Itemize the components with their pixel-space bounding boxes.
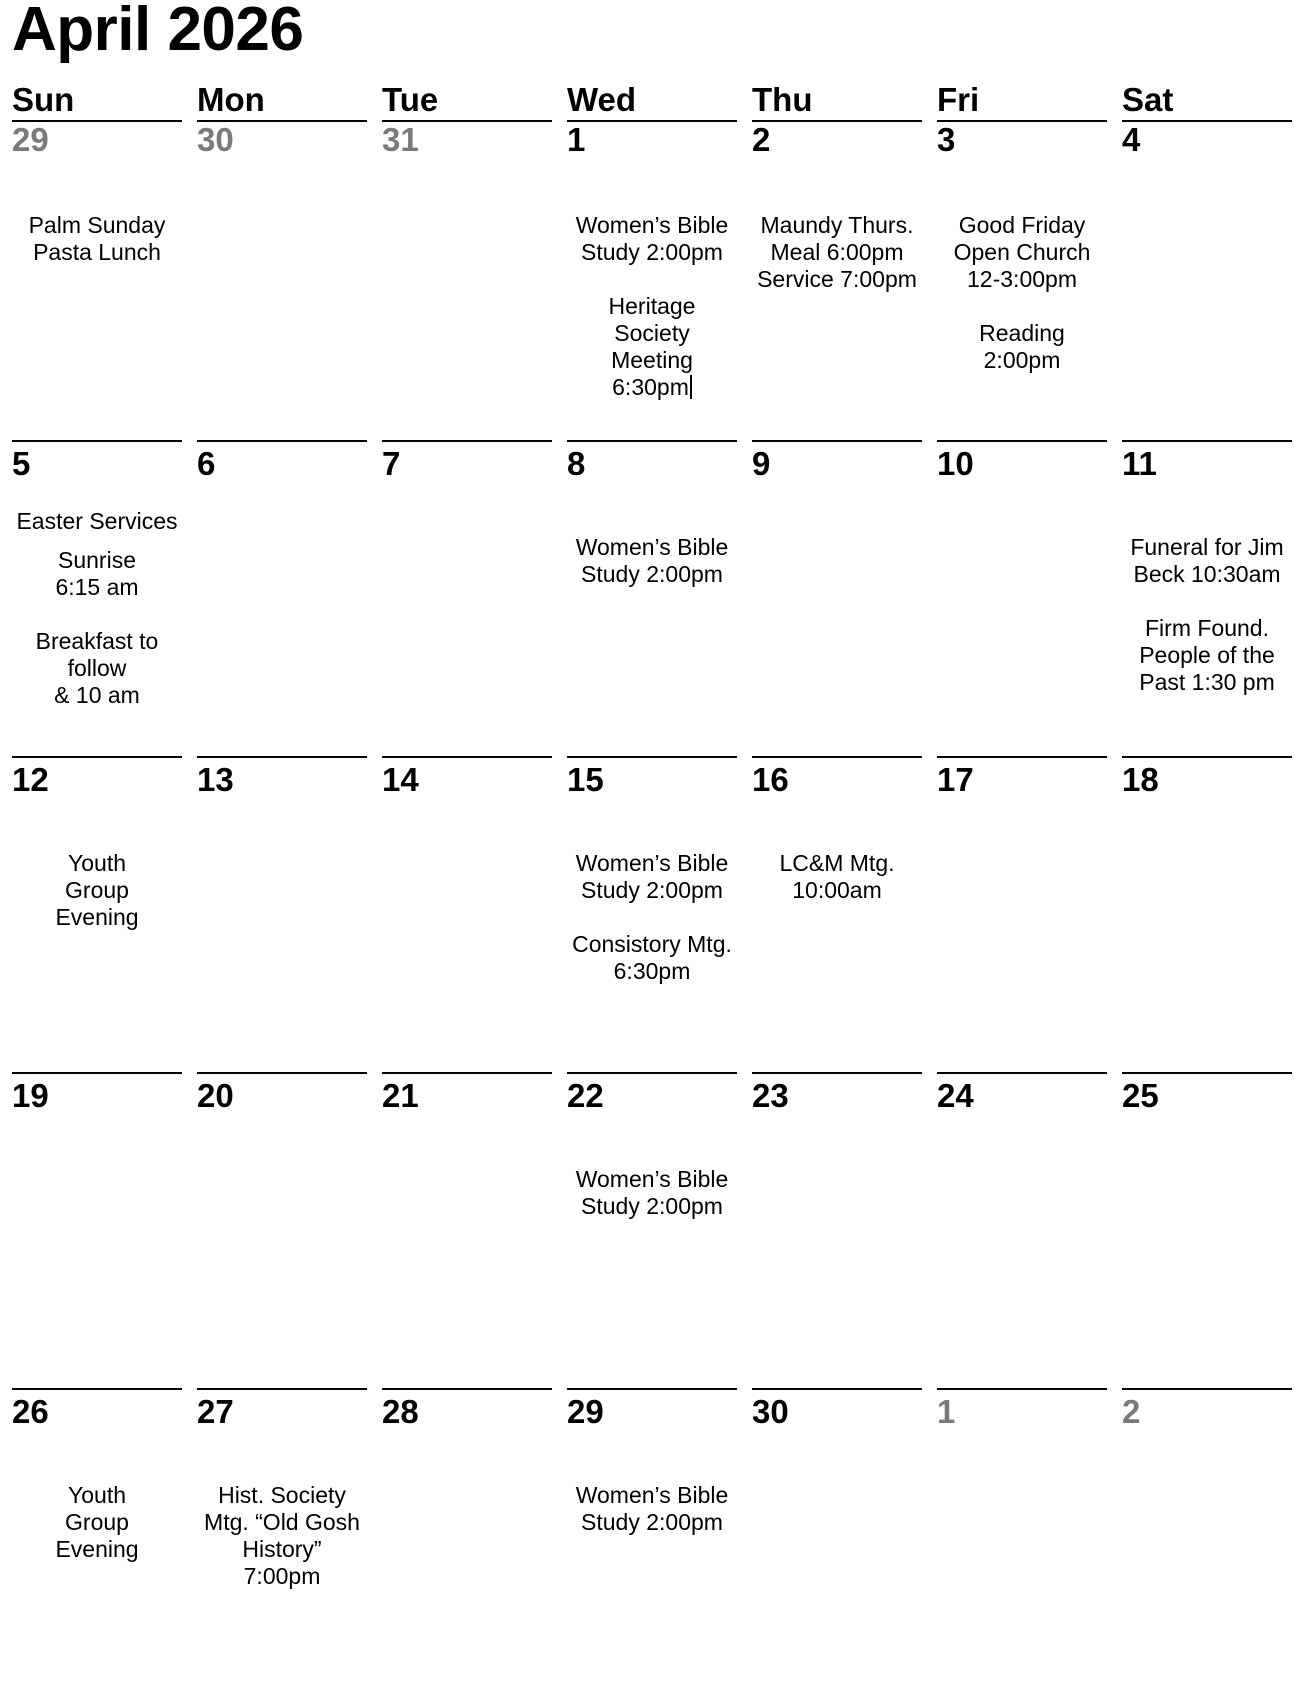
day-cell[interactable] xyxy=(752,122,922,440)
event-text: Women’s Bible Study 2:00pm xyxy=(575,534,729,587)
event-text: Sunrise 6:15 am xyxy=(55,547,139,600)
day-number: 5 xyxy=(12,445,31,482)
day-cell[interactable] xyxy=(752,756,922,1072)
weekday-thu: Thu xyxy=(752,80,922,122)
event-text: Women’s Bible Study 2:00pm xyxy=(575,1482,729,1535)
day-events xyxy=(12,508,182,709)
day-events xyxy=(567,212,737,401)
day-number: 27 xyxy=(197,1393,234,1430)
day-number: 30 xyxy=(752,1393,789,1430)
event-text: Consistory Mtg. 6:30pm xyxy=(572,931,732,984)
event-text: Youth Group Evening xyxy=(55,850,139,930)
day-events xyxy=(197,1482,367,1590)
day-cell[interactable] xyxy=(937,440,1107,756)
day-number: 16 xyxy=(752,761,789,798)
day-events xyxy=(567,1482,737,1536)
weekday-wed: Wed xyxy=(567,80,737,122)
weekday-sun: Sun xyxy=(12,80,182,122)
day-number: 31 xyxy=(382,121,419,158)
day-number: 22 xyxy=(567,1077,604,1114)
day-cell[interactable] xyxy=(937,1388,1107,1704)
day-number: 24 xyxy=(937,1077,974,1114)
day-cell[interactable] xyxy=(937,756,1107,1072)
day-number: 30 xyxy=(197,121,234,158)
day-cell[interactable] xyxy=(1122,440,1292,756)
day-cell[interactable] xyxy=(197,1388,367,1704)
day-cell[interactable] xyxy=(382,756,552,1072)
day-number: 12 xyxy=(12,761,49,798)
day-events xyxy=(12,1482,182,1563)
day-cell[interactable] xyxy=(197,440,367,756)
day-number: 2 xyxy=(752,121,771,158)
day-cell[interactable] xyxy=(567,756,737,1072)
event-text: Reading 2:00pm xyxy=(979,320,1065,373)
week-row xyxy=(12,756,1296,1072)
event-text: LC&M Mtg. 10:00am xyxy=(779,850,895,903)
day-number: 10 xyxy=(937,445,974,482)
event-text: Women’s Bible Study 2:00pm xyxy=(575,212,729,265)
day-events xyxy=(937,212,1107,374)
day-number: 26 xyxy=(12,1393,49,1430)
day-cell[interactable] xyxy=(567,1388,737,1704)
day-cell[interactable] xyxy=(197,122,367,440)
weekday-tue: Tue xyxy=(382,80,552,122)
day-cell[interactable] xyxy=(567,1072,737,1388)
day-events xyxy=(752,850,922,904)
day-number: 13 xyxy=(197,761,234,798)
weekday-sat: Sat xyxy=(1122,80,1292,122)
day-number: 18 xyxy=(1122,761,1159,798)
weekday-fri: Fri xyxy=(937,80,1107,122)
day-number: 1 xyxy=(937,1393,956,1430)
day-number: 20 xyxy=(197,1077,234,1114)
day-cell[interactable] xyxy=(752,1072,922,1388)
day-cell[interactable] xyxy=(382,1388,552,1704)
event-text: Hist. Society Mtg. “Old Gosh History” 7:00pm xyxy=(204,1482,360,1589)
day-number: 7 xyxy=(382,445,401,482)
day-number: 14 xyxy=(382,761,419,798)
day-cell[interactable] xyxy=(12,122,182,440)
day-cell[interactable] xyxy=(1122,756,1292,1072)
event-text: Easter Services xyxy=(16,508,178,534)
day-cell[interactable] xyxy=(567,122,737,440)
day-number: 28 xyxy=(382,1393,419,1430)
day-cell[interactable] xyxy=(12,440,182,756)
event-text: Women’s Bible Study 2:00pm xyxy=(575,850,729,903)
day-cell[interactable] xyxy=(937,1072,1107,1388)
day-number: 29 xyxy=(12,121,49,158)
week-row xyxy=(12,1388,1296,1704)
day-number: 29 xyxy=(567,1393,604,1430)
day-cell[interactable] xyxy=(1122,1388,1292,1704)
event-text: Palm Sunday Pasta Lunch xyxy=(28,212,166,265)
day-number: 2 xyxy=(1122,1393,1141,1430)
week-row xyxy=(12,122,1296,440)
day-cell[interactable] xyxy=(12,756,182,1072)
day-number: 17 xyxy=(937,761,974,798)
week-row xyxy=(12,1072,1296,1388)
event-text: Heritage Society Meeting 6:30pm xyxy=(567,293,737,401)
day-cell[interactable] xyxy=(12,1072,182,1388)
day-number: 1 xyxy=(567,121,586,158)
day-cell[interactable] xyxy=(567,440,737,756)
event-text: Youth Group Evening xyxy=(55,1482,139,1562)
day-cell[interactable] xyxy=(197,1072,367,1388)
day-number: 19 xyxy=(12,1077,49,1114)
day-events xyxy=(567,850,737,985)
event-text: Funeral for Jim Beck 10:30am xyxy=(1130,534,1284,587)
event-text: Women’s Bible Study 2:00pm xyxy=(575,1166,729,1219)
week-row xyxy=(12,440,1296,756)
day-cell[interactable] xyxy=(382,122,552,440)
event-text: Maundy Thurs. Meal 6:00pm Service 7:00pm xyxy=(757,212,917,292)
page-title: April 2026 xyxy=(12,0,304,64)
day-events xyxy=(12,850,182,931)
day-events xyxy=(567,1166,737,1220)
day-events xyxy=(567,534,737,588)
calendar-grid xyxy=(12,80,1296,1704)
day-cell[interactable] xyxy=(12,1388,182,1704)
day-cell[interactable] xyxy=(1122,1072,1292,1388)
day-events xyxy=(1122,534,1292,696)
event-text: Good Friday Open Church 12-3:00pm xyxy=(953,212,1091,292)
day-number: 23 xyxy=(752,1077,789,1114)
day-number: 9 xyxy=(752,445,771,482)
day-events xyxy=(12,212,182,266)
day-number: 8 xyxy=(567,445,586,482)
day-cell[interactable] xyxy=(382,440,552,756)
day-cell[interactable] xyxy=(752,440,922,756)
day-number: 3 xyxy=(937,121,956,158)
day-cell[interactable] xyxy=(752,1388,922,1704)
day-number: 25 xyxy=(1122,1077,1159,1114)
weekday-mon: Mon xyxy=(197,80,367,122)
day-number: 4 xyxy=(1122,121,1141,158)
day-cell[interactable] xyxy=(937,122,1107,440)
day-number: 21 xyxy=(382,1077,419,1114)
day-events xyxy=(752,212,922,293)
weekday-header xyxy=(12,80,1296,122)
day-cell[interactable] xyxy=(382,1072,552,1388)
day-number: 15 xyxy=(567,761,604,798)
day-number: 11 xyxy=(1122,445,1157,482)
day-cell[interactable] xyxy=(1122,122,1292,440)
event-text: Breakfast to follow & 10 am xyxy=(35,628,159,708)
day-number: 6 xyxy=(197,445,216,482)
event-text: Firm Found. People of the Past 1:30 pm xyxy=(1139,615,1275,695)
day-cell[interactable] xyxy=(197,756,367,1072)
